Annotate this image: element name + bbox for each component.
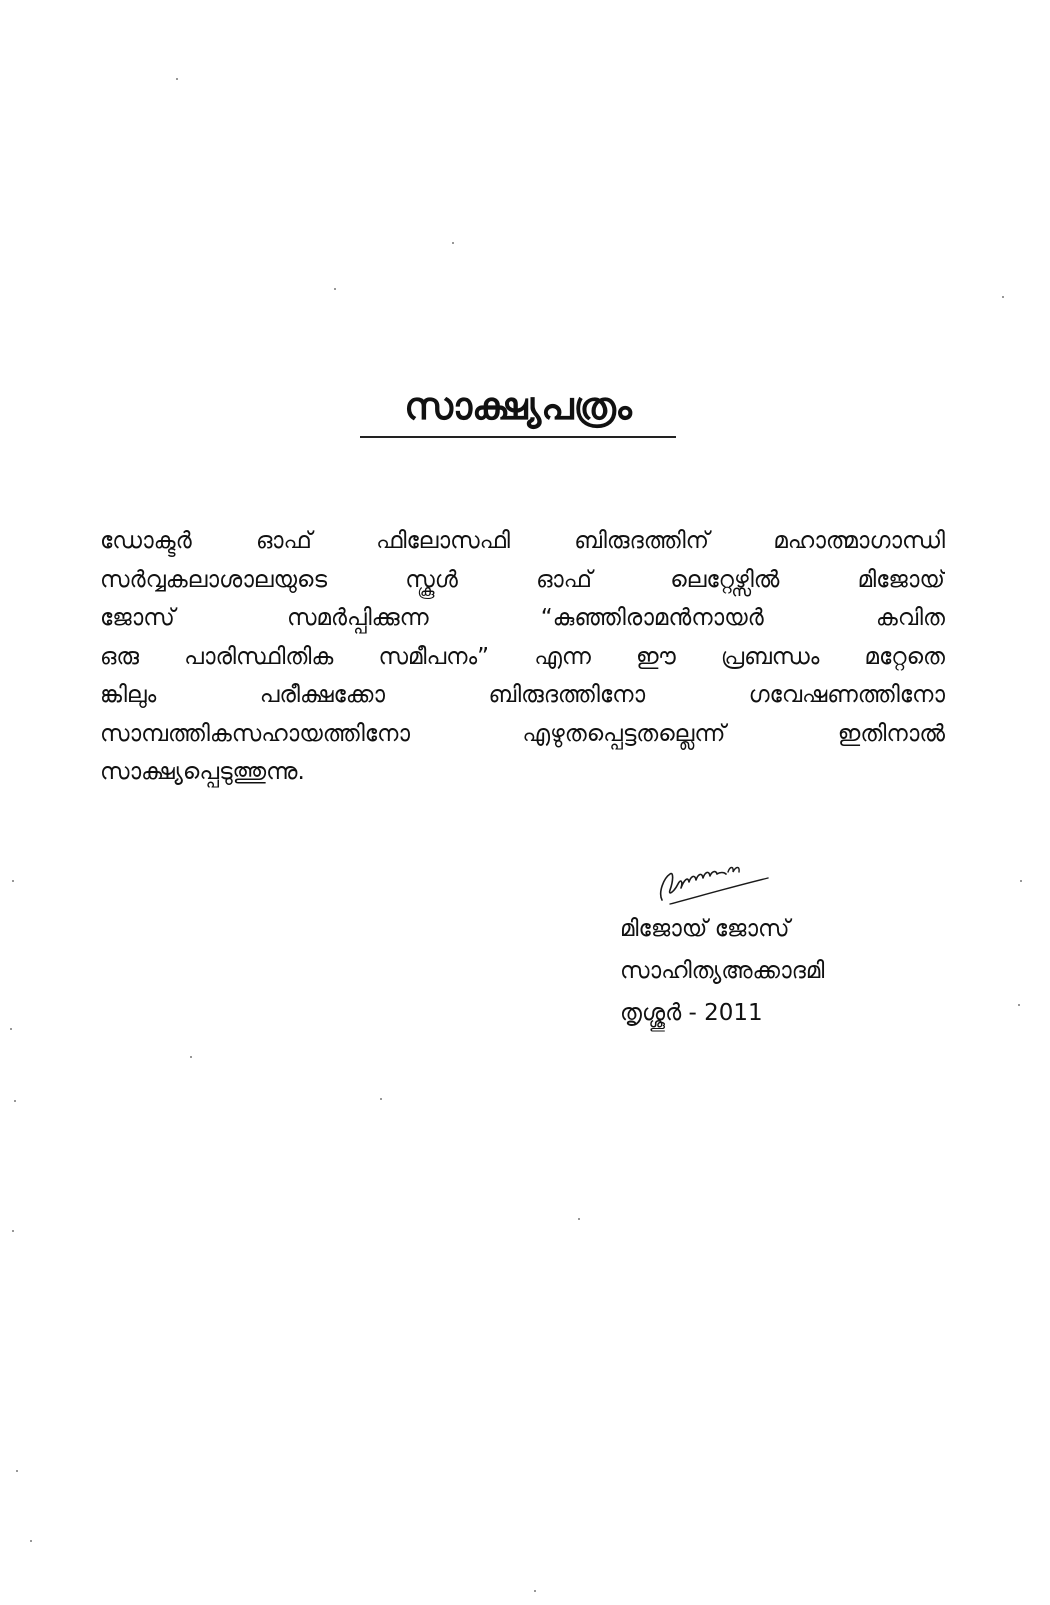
page-title: സാക്ഷ്യപത്രം xyxy=(404,384,632,428)
body-line: സാക്ഷ്യപ്പെടുത്തുന്നു. xyxy=(100,759,305,785)
scan-speck xyxy=(452,242,454,244)
body-line: ങ്കിലും പരീക്ഷക്കോ ബിരുദത്തിനോ ഗവേഷണത്തിനോ xyxy=(100,682,945,708)
scan-speck xyxy=(1002,296,1004,298)
scan-speck xyxy=(1020,880,1022,882)
body-line: സർവ്വകലാശാലയുടെ സ്കൂൾ ഓഫ് ലെറ്റേഴ്സിൽ മിജോയ് xyxy=(100,566,945,593)
body-line: ഡോക്ടർ ഓഫ് ഫിലോസഫി ബിരുദത്തിന് മഹാത്മാഗാന്ധി xyxy=(100,528,945,554)
body-line: സാമ്പത്തികസഹായത്തിനോ എഴുതപ്പെട്ടതല്ലെന്ന് ഇതിനാൽ xyxy=(100,720,945,747)
scan-speck xyxy=(12,880,14,882)
signatory-place-date: തൃശ്ശൂർ - 2011 xyxy=(620,1000,763,1026)
scan-speck xyxy=(30,1540,32,1542)
title-underline xyxy=(360,436,676,438)
scan-speck xyxy=(190,1056,192,1058)
scan-speck xyxy=(10,1028,12,1030)
signatory-name: മിജോയ് ജോസ് xyxy=(620,916,790,942)
signatory-block xyxy=(620,908,960,1034)
scan-speck xyxy=(334,288,336,290)
certificate-body xyxy=(100,522,945,792)
scan-speck xyxy=(1018,1004,1020,1006)
scan-speck xyxy=(14,1100,16,1102)
scan-speck xyxy=(12,1230,14,1232)
signatory-organization: സാഹിത്യഅക്കാദമി xyxy=(620,958,825,984)
scan-speck xyxy=(578,1218,580,1220)
scan-speck xyxy=(380,1098,382,1100)
body-line: ഒരു പാരിസ്ഥിതിക സമീപനം” എന്ന ഈ പ്രബന്ധം മറ്റേതെ xyxy=(100,643,945,670)
handwritten-signature xyxy=(640,852,780,912)
scan-speck xyxy=(534,1590,536,1592)
scan-speck xyxy=(176,78,178,80)
scan-speck xyxy=(16,1470,18,1472)
body-line: ജോസ് സമർപ്പിക്കുന്ന “കുഞ്ഞിരാമൻനായർ കവിത xyxy=(100,605,945,631)
